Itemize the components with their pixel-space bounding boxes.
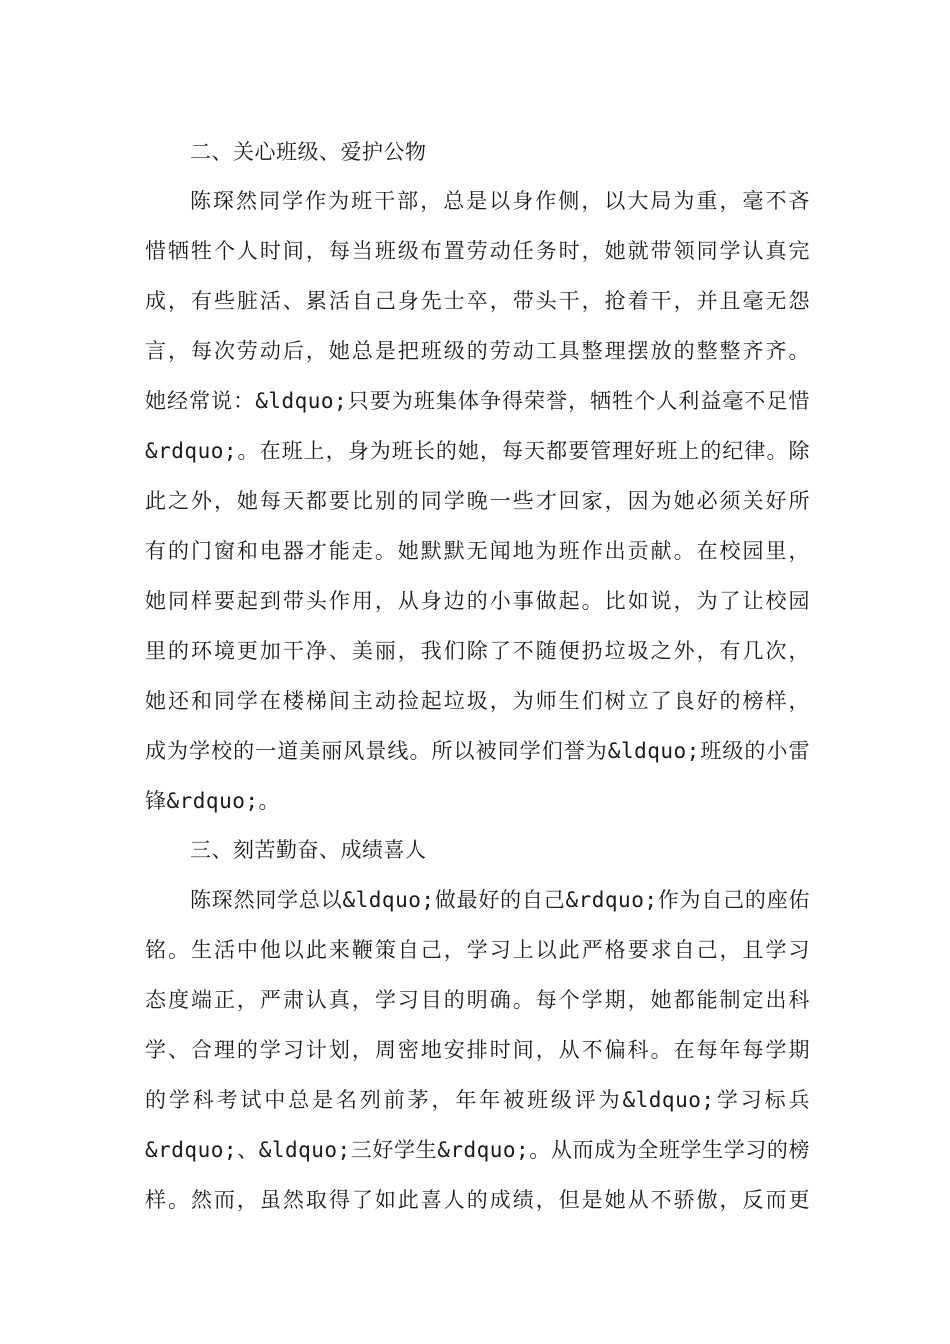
paragraph-line: 此之外，她每天都要比别的同学晚一些才回家，因为她必须关好所 xyxy=(145,489,810,513)
paragraph-line: 陈琛然同学作为班干部，总是以身作侧，以大局为重，毫不吝 xyxy=(190,189,810,213)
paragraph-line: 态度端正，严肃认真，学习目的明确。每个学期，她都能制定出科 xyxy=(145,988,810,1012)
paragraph-line: &rdquo;、&ldquo;三好学生&rdquo;。从而成为全班学生学习的榜 xyxy=(145,1138,810,1162)
paragraph-line: 她还和同学在楼梯间主动捡起垃圾，为师生们树立了良好的榜样， xyxy=(145,689,810,713)
paragraph-line: 的学科考试中总是名列前茅，年年被班级评为&ldquo;学习标兵 xyxy=(145,1088,810,1112)
paragraph-line: 铭。生活中他以此来鞭策自己，学习上以此严格要求自己，且学习 xyxy=(145,938,810,962)
paragraph-line: &rdquo;。在班上，身为班长的她，每天都要管理好班上的纪律。除 xyxy=(145,439,810,463)
section-heading: 二、关心班级、爱护公物 xyxy=(190,140,427,164)
paragraph-line: 成为学校的一道美丽风景线。所以被同学们誉为&ldquo;班级的小雷 xyxy=(145,739,810,763)
paragraph-line: 成，有些脏活、累活自己身先士卒，带头干，抢着干，并且毫无怨 xyxy=(145,289,810,313)
paragraph-line: 惜牺牲个人时间，每当班级布置劳动任务时，她就带领同学认真完 xyxy=(145,239,810,263)
paragraph-line: 她经常说：&ldquo;只要为班集体争得荣誉，牺牲个人利益毫不足惜 xyxy=(145,389,810,413)
paragraph-line: 里的环境更加干净、美丽，我们除了不随便扔垃圾之外，有几次， xyxy=(145,639,810,663)
section-heading: 三、刻苦勤奋、成绩喜人 xyxy=(190,838,427,862)
paragraph-line: 陈琛然同学总以&ldquo;做最好的自己&rdquo;作为自己的座佑 xyxy=(190,888,810,912)
paragraph-line: 锋&rdquo;。 xyxy=(145,789,281,813)
paragraph-line: 学、合理的学习计划，周密地安排时间，从不偏科。在每年每学期 xyxy=(145,1038,810,1062)
paragraph-line: 她同样要起到带头作用，从身边的小事做起。比如说，为了让校园 xyxy=(145,589,810,613)
paragraph-line: 有的门窗和电器才能走。她默默无闻地为班作出贡献。在校园里， xyxy=(145,539,810,563)
paragraph-line: 言，每次劳动后，她总是把班级的劳动工具整理摆放的整整齐齐。 xyxy=(145,339,810,363)
paragraph-line: 样。然而，虽然取得了如此喜人的成绩，但是她从不骄傲，反而更 xyxy=(145,1188,810,1212)
